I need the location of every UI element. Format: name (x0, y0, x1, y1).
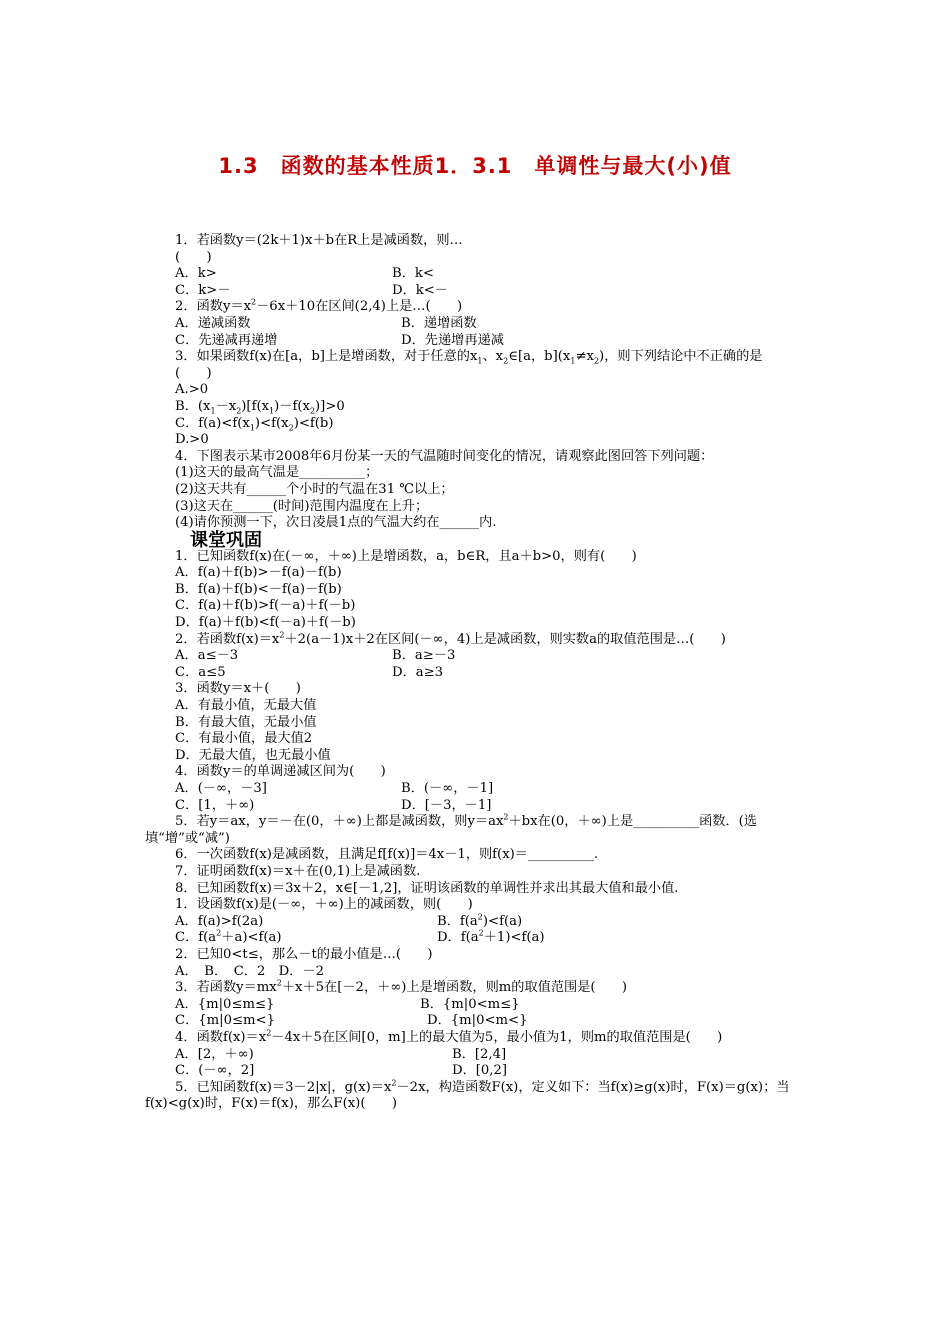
question-2-options: A． B． C．2 D．－2 (175, 963, 324, 979)
option-d: D．{m|0<m<} (427, 1013, 528, 1029)
question-4-options-row-1 (145, 1047, 810, 1064)
question-4-part-4: (4)请你预测一下，次日凌晨1点的气温大约在______内. (175, 515, 497, 531)
option-b: B．$f(a^2)<f(a)$ (437, 912, 523, 929)
option-a: A．递减函数 (175, 315, 251, 331)
question-2-stem: 2．若函数$f(x)=x^2+2(a-1)x+2$在区间(－∞，4)上是减函数，则实数a的取值范围是…( ) (175, 630, 726, 647)
question-5-stem: 5．已知函数f(x)＝3－2|x|，$g(x)=x^2-2x$，构造函数F(x)，定义如下：当f(x)≥g(x)时，F(x)＝g(x)；当f(x)<g(x)时，F(x)＝f(x)，那么F(x)( ) (145, 1078, 790, 1112)
question-1-paren: ( ) (175, 249, 212, 265)
option-c: C．$f(a)<f(x_1)<f(x_2)<f(b)$ (175, 415, 334, 433)
option-d: D．$f(a^2+1)<f(a)$ (437, 928, 545, 946)
option-a: A．k> (175, 266, 217, 282)
question-2-options-row-1 (145, 648, 810, 665)
option-d: D．[0,2] (452, 1063, 508, 1079)
question-4-options-row-1 (145, 781, 810, 798)
question-3-options-row-2 (145, 1013, 810, 1030)
option-d: D．k<－ (392, 282, 448, 298)
question-4-options-row-2 (145, 1063, 810, 1080)
question-4-part-1: (1)这天的最高气温是__________； (175, 465, 379, 481)
question-2-stem: 2．函数$y=x^2-6x+10$在区间(2,4)上是…( ) (175, 297, 463, 315)
option-d: D．f(a)＋f(b)<f(－a)＋f(－b) (175, 615, 356, 631)
option-c: C．{m|0≤m<} (175, 1013, 276, 1029)
question-7-stem: 7．证明函数f(x)＝x＋在(0,1)上是减函数. (175, 863, 421, 879)
option-c: C．f(a)＋f(b)>f(－a)＋f(－b) (175, 598, 356, 614)
question-4-part-3: (3)这天在______(时间)范围内温度在上升； (175, 498, 429, 514)
question-1-options-row-1 (145, 266, 810, 283)
option-b: B．k< (392, 266, 434, 282)
option-a: A．(－∞，－3] (175, 781, 267, 796)
question-4-stem: 4．函数y＝的单调递减区间为( ) (175, 764, 386, 780)
question-3-stem: 3．若函数$y=mx^2+x+5$在[－2，＋∞)上是增函数，则m的取值范围是( ) (175, 978, 628, 996)
option-a: A．[2，＋∞) (175, 1046, 254, 1062)
option-c: C．k>－ (175, 282, 231, 298)
question-1-stem: 1．设函数f(x)是(－∞，＋∞)上的减函数，则( ) (175, 897, 473, 913)
question-1-options-row-1 (145, 914, 810, 931)
option-c: C．有最小值，最大值2 (175, 731, 313, 747)
question-4-part-2: (2)这天共有______个小时的气温在31 ℃以上； (175, 481, 454, 497)
question-1-stem: 1．已知函数f(x)在(－∞，＋∞)上是增函数，a，b∈R，且a＋b>0，则有( ) (175, 548, 637, 564)
option-a: A．f(a)＋f(b)>－f(a)－f(b) (175, 565, 342, 581)
option-c: C．先递减再递增 (175, 332, 278, 348)
section-heading: 课堂巩固 (190, 529, 262, 551)
option-d: D．a≥3 (392, 664, 444, 680)
option-b: B．递增函数 (401, 315, 477, 331)
question-4-stem: 4．下图表示某市2008年6月份某一天的气温随时间变化的情况，请观察此图回答下列问题： (175, 448, 714, 464)
question-2-options-row-2 (145, 333, 810, 350)
question-2-options-row-2 (145, 665, 810, 682)
question-4-stem: 4．函数$f(x)=x^2-4x+5$在区间[0，m]上的最大值为5，最小值为1，则m的取值范围是( ) (175, 1028, 723, 1045)
question-1-options-row-2 (145, 930, 810, 947)
question-3-paren: ( ) (175, 365, 212, 381)
question-3-options-row-1 (145, 997, 810, 1014)
page-title: 1.3 函数的基本性质1．3.1 单调性与最大(小)值 (218, 154, 732, 178)
option-c: C．a≤5 (175, 664, 226, 680)
document-body (145, 233, 810, 1113)
option-b: B．[2,4] (452, 1046, 507, 1062)
question-4-options-row-2 (145, 798, 810, 815)
question-5-stem: 5．若y＝ax，y＝－在(0，＋∞)上都是减函数，则$y=ax^2+bx$在(0，＋∞)上是__________函数．(选填“增”或“减”) (145, 812, 757, 846)
option-d: D．先递增再递减 (401, 332, 504, 348)
option-b: B．有最大值，无最小值 (175, 714, 317, 730)
option-a: A．{m|0≤m≤} (175, 996, 275, 1012)
option-a: A．有最小值，无最大值 (175, 698, 317, 714)
option-c: C．[1，＋∞) (175, 797, 255, 813)
option-b: B．a≥－3 (392, 648, 456, 664)
question-6-stem: 6．一次函数f(x)是减函数，且满足f[f(x)]＝4x－1，则f(x)＝__________. (175, 847, 599, 863)
option-b: B．(－∞，－1] (401, 781, 494, 796)
option-b: B．{m|0<m≤} (420, 996, 520, 1012)
question-3-stem: 3．函数y＝x＋( ) (175, 681, 301, 697)
option-c: C．(－∞，2] (175, 1063, 255, 1079)
option-a: A．a≤－3 (175, 648, 239, 664)
question-2-stem: 2．已知0<t≤，那么－t的最小值是…( ) (175, 946, 433, 962)
question-3-stem: 3．如果函数f(x)在[a，b]上是增函数，对于任意的$x_1$、$x_2\in[a$，$b](x_1\ne x_2)$，则下列结论中不正确的是 (175, 349, 763, 366)
question-1-stem: 1．若函数y＝(2k＋1)x＋b在R上是减函数，则… (175, 233, 463, 248)
question-1-options-row-2 (145, 283, 810, 300)
question-2-options-row-1 (145, 316, 810, 333)
option-c: C．$f(a^2+a)<f(a)$ (175, 928, 282, 946)
option-b: B．f(a)＋f(b)<－f(a)－f(b) (175, 581, 342, 597)
question-8-stem: 8．已知函数f(x)＝3x＋2，x∈[－1,2]，证明该函数的单调性并求出其最大值和最小值. (175, 880, 679, 896)
option-d: D．无最大值，也无最小值 (175, 747, 331, 763)
option-a: A.>0 (175, 382, 209, 398)
option-d: D．[－3，－1] (401, 797, 492, 813)
option-a: A．f(a)>f(2a) (175, 913, 264, 929)
option-d: D.>0 (175, 432, 209, 448)
option-b: B．$(x_1-x_2)[f(x_1)-f(x_2)]>0$ (175, 398, 345, 416)
